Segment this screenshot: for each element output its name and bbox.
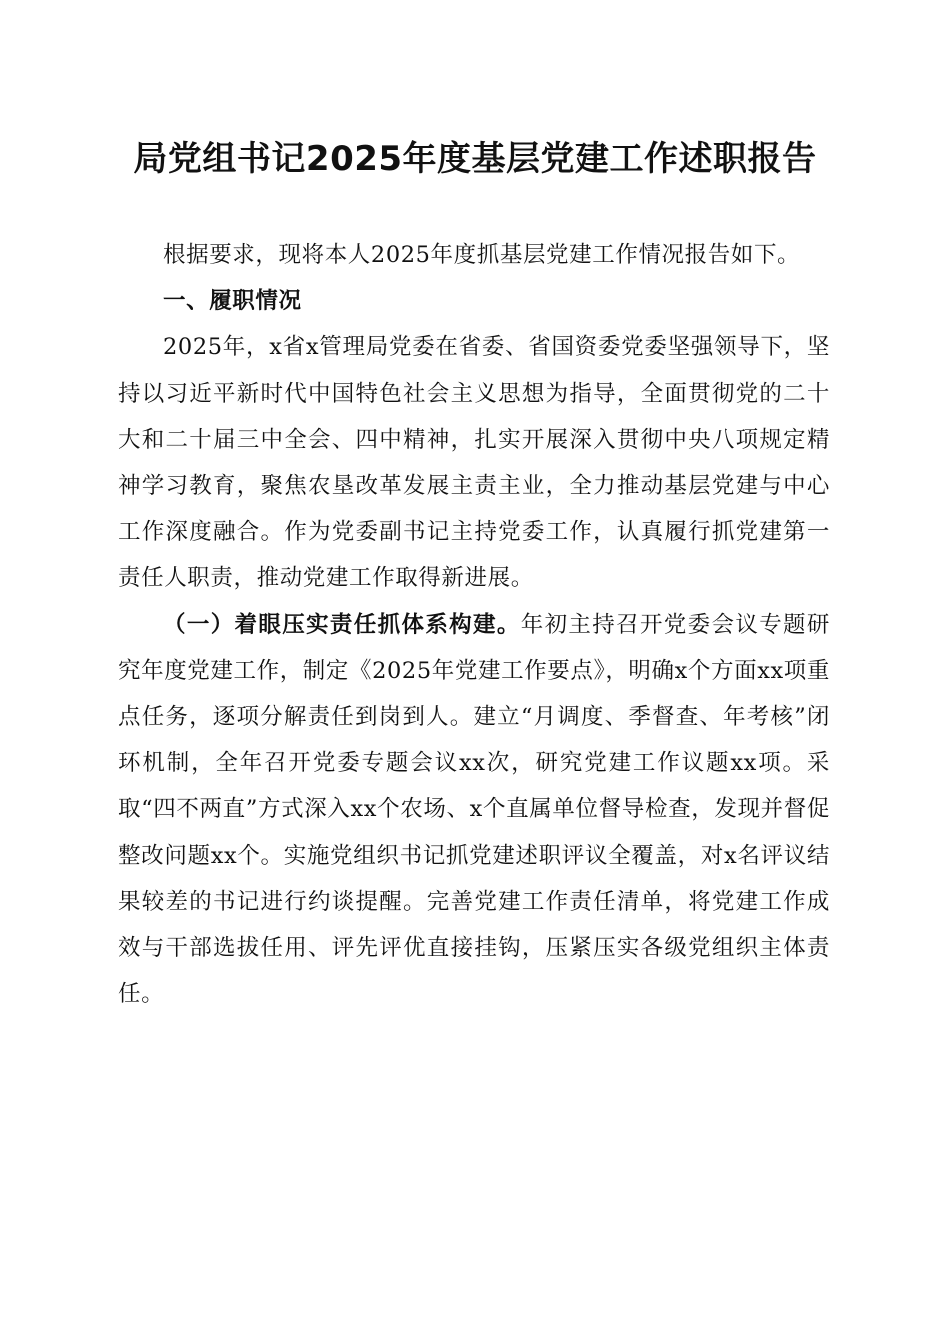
responsibility-lead: （一）着眼压实责任抓体系构建。 bbox=[163, 611, 521, 638]
intro-paragraph: 根据要求，现将本人2025年度抓基层党建工作情况报告如下。 bbox=[163, 242, 801, 268]
section-heading-performance: 一、履职情况 bbox=[163, 288, 302, 315]
performance-paragraph: 2025年，x省x管理局党委在省委、省国资委党委坚强领导下，坚持以习近平新时代中国特色社会主义思想为指导，全面贯彻党的二十大和二十届三中全会、四中精神，扎实开展深入贯彻中央八项规定精神学习教育，聚焦农垦改革发展主责主业，全力推动基层党建与中心工作深度融合。作为党委副书记主持党委工作，认真履行抓党建第一责任人职责，推动党建工作取得新进展。 bbox=[118, 334, 830, 592]
responsibility-text: 年初主持召开党委会议专题研究年度党建工作，制定《2025年党建工作要点》，明确x个方面xx项重点任务，逐项分解责任到岗到人。建立“月调度、季督查、年考核”闭环机制，全年召开党委专题会议xx次，研究党建工作议题xx项。采取“四不两直”方式深入xx个农场、x个直属单位督导检查，发现并督促整改问题xx个。实施党组织书记抓党建述职评议全覆盖，对x名评议结果较差的书记进行约谈提醒。完善党建工作责任清单，将党建工作成效与干部选拔任用、评先评优直接挂钩，压紧压实各级党组织主体责任。 bbox=[118, 611, 830, 1008]
responsibility-paragraph bbox=[118, 602, 830, 1018]
page-title: 局党组书记2025年度基层党建工作述职报告 bbox=[133, 139, 817, 179]
document-body bbox=[118, 232, 830, 1017]
